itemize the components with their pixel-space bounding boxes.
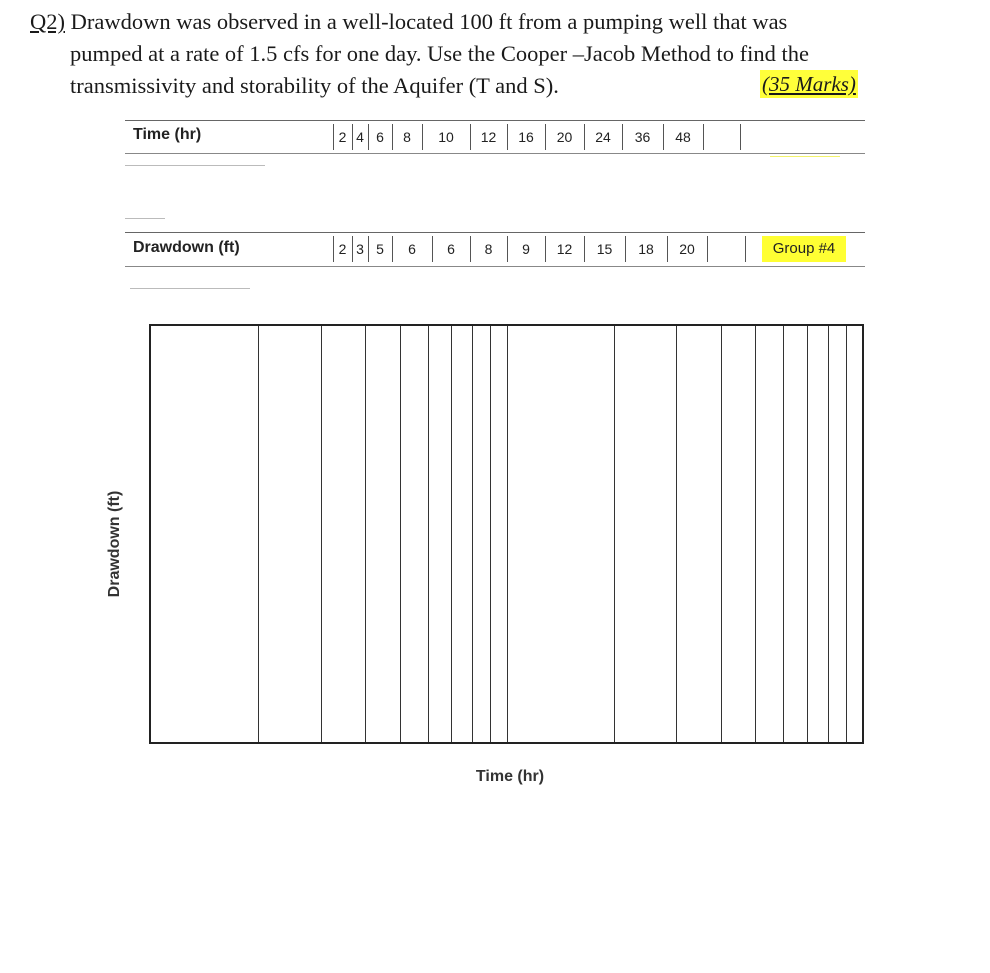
drawdown-value-separator [584,236,585,262]
scan-mark [130,288,250,289]
drawdown-value-cell: 6 [447,241,455,257]
time-row-top-border [125,120,865,121]
grid-line [400,326,401,742]
drawdown-value-cell: 18 [638,241,654,257]
question-line-1: Q2) Drawdown was observed in a well-located 100 ft from a pumping well that was [30,9,788,34]
question-line-3: transmissivity and storability of the Aquifer (T and S). [70,73,559,98]
time-row [0,122,990,152]
drawdown-row-bottom-border [125,266,865,267]
grid-line [365,326,366,742]
grid-line [721,326,722,742]
grid-line [846,326,847,742]
question-line-2: pumped at a rate of 1.5 cfs for one day. Use the Cooper –Jacob Method to find the [70,41,809,66]
time-value-separator [703,124,704,150]
drawdown-value-cell: 20 [679,241,695,257]
time-row-bottom-border [125,153,865,154]
time-value-cell: 8 [403,129,411,145]
grid-line [258,326,259,742]
time-value-separator [333,124,334,150]
y-axis-label: Drawdown (ft) [106,490,123,598]
drawdown-value-cell: 9 [522,241,530,257]
grid-cycle-line [507,326,508,742]
drawdown-value-separator [470,236,471,262]
time-value-cell: 2 [338,129,347,145]
grid-line [807,326,808,742]
grid-line [428,326,429,742]
time-value-separator [470,124,471,150]
time-value-cell: 16 [518,129,534,145]
drawdown-value-separator [625,236,626,262]
drawdown-value-cell: 5 [376,241,384,257]
drawdown-value-cell: 12 [556,241,573,257]
time-value-cell: 6 [376,129,384,145]
grid-line [451,326,452,742]
x-axis-label: Time (hr) [475,768,545,785]
drawdown-value-separator [392,236,393,262]
grid-line [828,326,829,742]
time-value-cell: 36 [634,129,651,145]
drawdown-value-cell: 3 [356,241,364,257]
drawdown-value-separator [667,236,668,262]
drawdown-value-cell: 6 [408,241,416,257]
time-value-cell: 12 [480,129,497,145]
time-value-cell: 20 [556,129,573,145]
drawdown-value-cell: 15 [596,241,613,257]
time-value-separator [352,124,353,150]
time-value-cell: 10 [438,129,454,145]
time-value-separator [622,124,623,150]
time-value-separator [740,124,741,150]
time-value-separator [392,124,393,150]
grid-line [614,326,615,742]
group-tag: Group #4 [762,236,846,262]
semilog-grid [149,324,864,744]
time-value-separator [663,124,664,150]
scan-mark [770,156,840,157]
drawdown-value-separator [745,236,746,262]
time-value-separator [422,124,423,150]
time-value-cell: 4 [356,129,364,145]
drawdown-value-separator [432,236,433,262]
time-value-separator [584,124,585,150]
question-label: Q2) [30,9,65,34]
scan-mark [125,218,165,219]
drawdown-row-label: Drawdown (ft) [133,239,240,256]
grid-line [490,326,491,742]
scan-mark [125,165,265,166]
time-value-cell: 24 [595,129,611,145]
time-row-label: Time (hr) [133,126,202,143]
time-value-separator [507,124,508,150]
time-value-separator [368,124,369,150]
drawdown-value-separator [507,236,508,262]
time-value-separator [545,124,546,150]
drawdown-value-separator [333,236,334,262]
drawdown-value-separator [545,236,546,262]
drawdown-value-cell: 8 [484,241,493,257]
drawdown-value-separator [707,236,708,262]
drawdown-value-separator [352,236,353,262]
grid-line [472,326,473,742]
grid-line [676,326,677,742]
grid-line [783,326,784,742]
drawdown-value-cell: 2 [338,241,347,257]
grid-line [321,326,322,742]
marks-badge: (35 Marks) [762,72,856,96]
time-value-cell: 48 [675,129,691,145]
drawdown-value-separator [368,236,369,262]
drawdown-row-top-border [125,232,865,233]
grid-line [755,326,756,742]
